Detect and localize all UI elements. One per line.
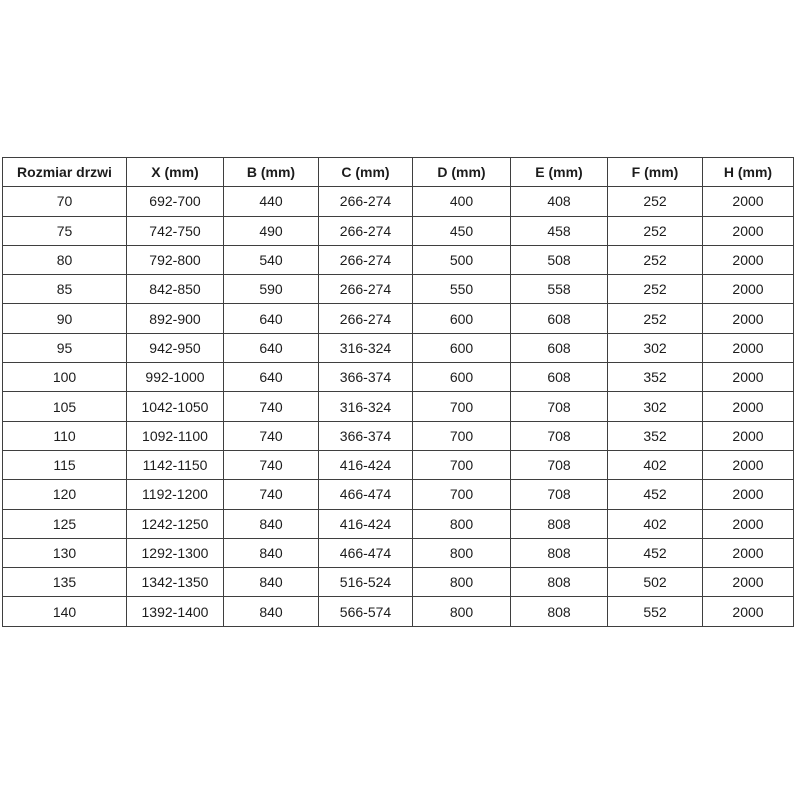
- table-row: [3, 421, 794, 450]
- table-cell: 266-274: [319, 216, 413, 245]
- table-row: [3, 245, 794, 274]
- table-cell: 808: [511, 597, 608, 626]
- table-cell: 490: [224, 216, 319, 245]
- table-cell: 140: [3, 597, 127, 626]
- table-cell: 1342-1350: [127, 568, 224, 597]
- table-cell: 252: [608, 187, 703, 216]
- table-cell: 640: [224, 363, 319, 392]
- table-cell: 1142-1150: [127, 450, 224, 479]
- table-cell: 892-900: [127, 304, 224, 333]
- table-cell: 740: [224, 450, 319, 479]
- table-row: [3, 333, 794, 362]
- table-cell: 792-800: [127, 245, 224, 274]
- table-cell: 366-374: [319, 363, 413, 392]
- table-cell: 266-274: [319, 187, 413, 216]
- table-cell: 800: [413, 538, 511, 567]
- table-cell: 840: [224, 597, 319, 626]
- table-cell: 2000: [703, 392, 794, 421]
- table-cell: 2000: [703, 450, 794, 479]
- table-cell: 252: [608, 275, 703, 304]
- door-size-table-container: [2, 157, 793, 627]
- table-cell: 840: [224, 538, 319, 567]
- table-cell: 252: [608, 216, 703, 245]
- table-cell: 942-950: [127, 333, 224, 362]
- table-cell: 416-424: [319, 450, 413, 479]
- table-cell: 2000: [703, 333, 794, 362]
- table-cell: 540: [224, 245, 319, 274]
- table-cell: 608: [511, 363, 608, 392]
- table-row: [3, 597, 794, 626]
- table-cell: 2000: [703, 304, 794, 333]
- table-cell: 992-1000: [127, 363, 224, 392]
- table-cell: 708: [511, 421, 608, 450]
- table-cell: 440: [224, 187, 319, 216]
- table-row: [3, 275, 794, 304]
- table-cell: 2000: [703, 363, 794, 392]
- table-cell: 2000: [703, 480, 794, 509]
- table-cell: 70: [3, 187, 127, 216]
- table-cell: 800: [413, 568, 511, 597]
- table-cell: 840: [224, 509, 319, 538]
- table-cell: 2000: [703, 597, 794, 626]
- column-header-6: F (mm): [608, 158, 703, 187]
- table-cell: 316-324: [319, 392, 413, 421]
- table-cell: 1092-1100: [127, 421, 224, 450]
- column-header-4: D (mm): [413, 158, 511, 187]
- table-cell: 700: [413, 450, 511, 479]
- table-cell: 2000: [703, 216, 794, 245]
- table-cell: 266-274: [319, 275, 413, 304]
- table-cell: 466-474: [319, 538, 413, 567]
- table-cell: 840: [224, 568, 319, 597]
- table-cell: 1042-1050: [127, 392, 224, 421]
- table-cell: 1242-1250: [127, 509, 224, 538]
- table-cell: 105: [3, 392, 127, 421]
- table-cell: 700: [413, 392, 511, 421]
- table-cell: 508: [511, 245, 608, 274]
- table-cell: 125: [3, 509, 127, 538]
- table-cell: 742-750: [127, 216, 224, 245]
- table-cell: 110: [3, 421, 127, 450]
- table-cell: 842-850: [127, 275, 224, 304]
- table-cell: 115: [3, 450, 127, 479]
- table-cell: 316-324: [319, 333, 413, 362]
- table-row: [3, 538, 794, 567]
- table-cell: 402: [608, 450, 703, 479]
- table-cell: 75: [3, 216, 127, 245]
- table-cell: 416-424: [319, 509, 413, 538]
- table-cell: 2000: [703, 421, 794, 450]
- table-cell: 640: [224, 333, 319, 362]
- table-cell: 352: [608, 421, 703, 450]
- table-cell: 600: [413, 304, 511, 333]
- table-cell: 2000: [703, 275, 794, 304]
- table-cell: 558: [511, 275, 608, 304]
- table-cell: 740: [224, 480, 319, 509]
- table-cell: 692-700: [127, 187, 224, 216]
- table-cell: 552: [608, 597, 703, 626]
- table-row: [3, 480, 794, 509]
- table-cell: 352: [608, 363, 703, 392]
- table-cell: 608: [511, 333, 608, 362]
- table-cell: 608: [511, 304, 608, 333]
- table-cell: 458: [511, 216, 608, 245]
- table-cell: 2000: [703, 509, 794, 538]
- table-row: [3, 216, 794, 245]
- table-cell: 266-274: [319, 245, 413, 274]
- table-cell: 640: [224, 304, 319, 333]
- table-cell: 466-474: [319, 480, 413, 509]
- table-cell: 500: [413, 245, 511, 274]
- door-size-table: [2, 157, 794, 627]
- table-cell: 302: [608, 392, 703, 421]
- column-header-5: E (mm): [511, 158, 608, 187]
- table-cell: 85: [3, 275, 127, 304]
- table-cell: 700: [413, 480, 511, 509]
- table-cell: 95: [3, 333, 127, 362]
- table-cell: 402: [608, 509, 703, 538]
- table-cell: 2000: [703, 538, 794, 567]
- table-row: [3, 363, 794, 392]
- column-header-0: Rozmiar drzwi: [3, 158, 127, 187]
- table-cell: 2000: [703, 245, 794, 274]
- table-row: [3, 509, 794, 538]
- table-cell: 100: [3, 363, 127, 392]
- column-header-2: B (mm): [224, 158, 319, 187]
- table-cell: 135: [3, 568, 127, 597]
- table-row: [3, 187, 794, 216]
- table-cell: 452: [608, 538, 703, 567]
- table-row: [3, 392, 794, 421]
- table-cell: 2000: [703, 187, 794, 216]
- column-header-1: X (mm): [127, 158, 224, 187]
- table-cell: 600: [413, 333, 511, 362]
- table-cell: 80: [3, 245, 127, 274]
- table-cell: 708: [511, 450, 608, 479]
- table-cell: 800: [413, 509, 511, 538]
- table-cell: 550: [413, 275, 511, 304]
- header-row: [3, 158, 794, 187]
- table-cell: 120: [3, 480, 127, 509]
- table-cell: 452: [608, 480, 703, 509]
- table-cell: 408: [511, 187, 608, 216]
- table-cell: 708: [511, 480, 608, 509]
- table-cell: 252: [608, 245, 703, 274]
- table-body: [3, 187, 794, 626]
- table-cell: 600: [413, 363, 511, 392]
- table-cell: 2000: [703, 568, 794, 597]
- table-cell: 366-374: [319, 421, 413, 450]
- table-cell: 700: [413, 421, 511, 450]
- table-cell: 1392-1400: [127, 597, 224, 626]
- table-cell: 1192-1200: [127, 480, 224, 509]
- table-cell: 808: [511, 538, 608, 567]
- table-row: [3, 450, 794, 479]
- table-cell: 502: [608, 568, 703, 597]
- table-cell: 740: [224, 421, 319, 450]
- table-row: [3, 304, 794, 333]
- table-cell: 252: [608, 304, 703, 333]
- column-header-7: H (mm): [703, 158, 794, 187]
- column-header-3: C (mm): [319, 158, 413, 187]
- table-cell: 516-524: [319, 568, 413, 597]
- table-cell: 808: [511, 568, 608, 597]
- table-cell: 266-274: [319, 304, 413, 333]
- table-cell: 400: [413, 187, 511, 216]
- table-cell: 800: [413, 597, 511, 626]
- table-cell: 302: [608, 333, 703, 362]
- table-cell: 130: [3, 538, 127, 567]
- table-cell: 1292-1300: [127, 538, 224, 567]
- table-cell: 708: [511, 392, 608, 421]
- table-cell: 808: [511, 509, 608, 538]
- table-row: [3, 568, 794, 597]
- table-cell: 590: [224, 275, 319, 304]
- table-cell: 450: [413, 216, 511, 245]
- table-cell: 740: [224, 392, 319, 421]
- table-cell: 566-574: [319, 597, 413, 626]
- table-cell: 90: [3, 304, 127, 333]
